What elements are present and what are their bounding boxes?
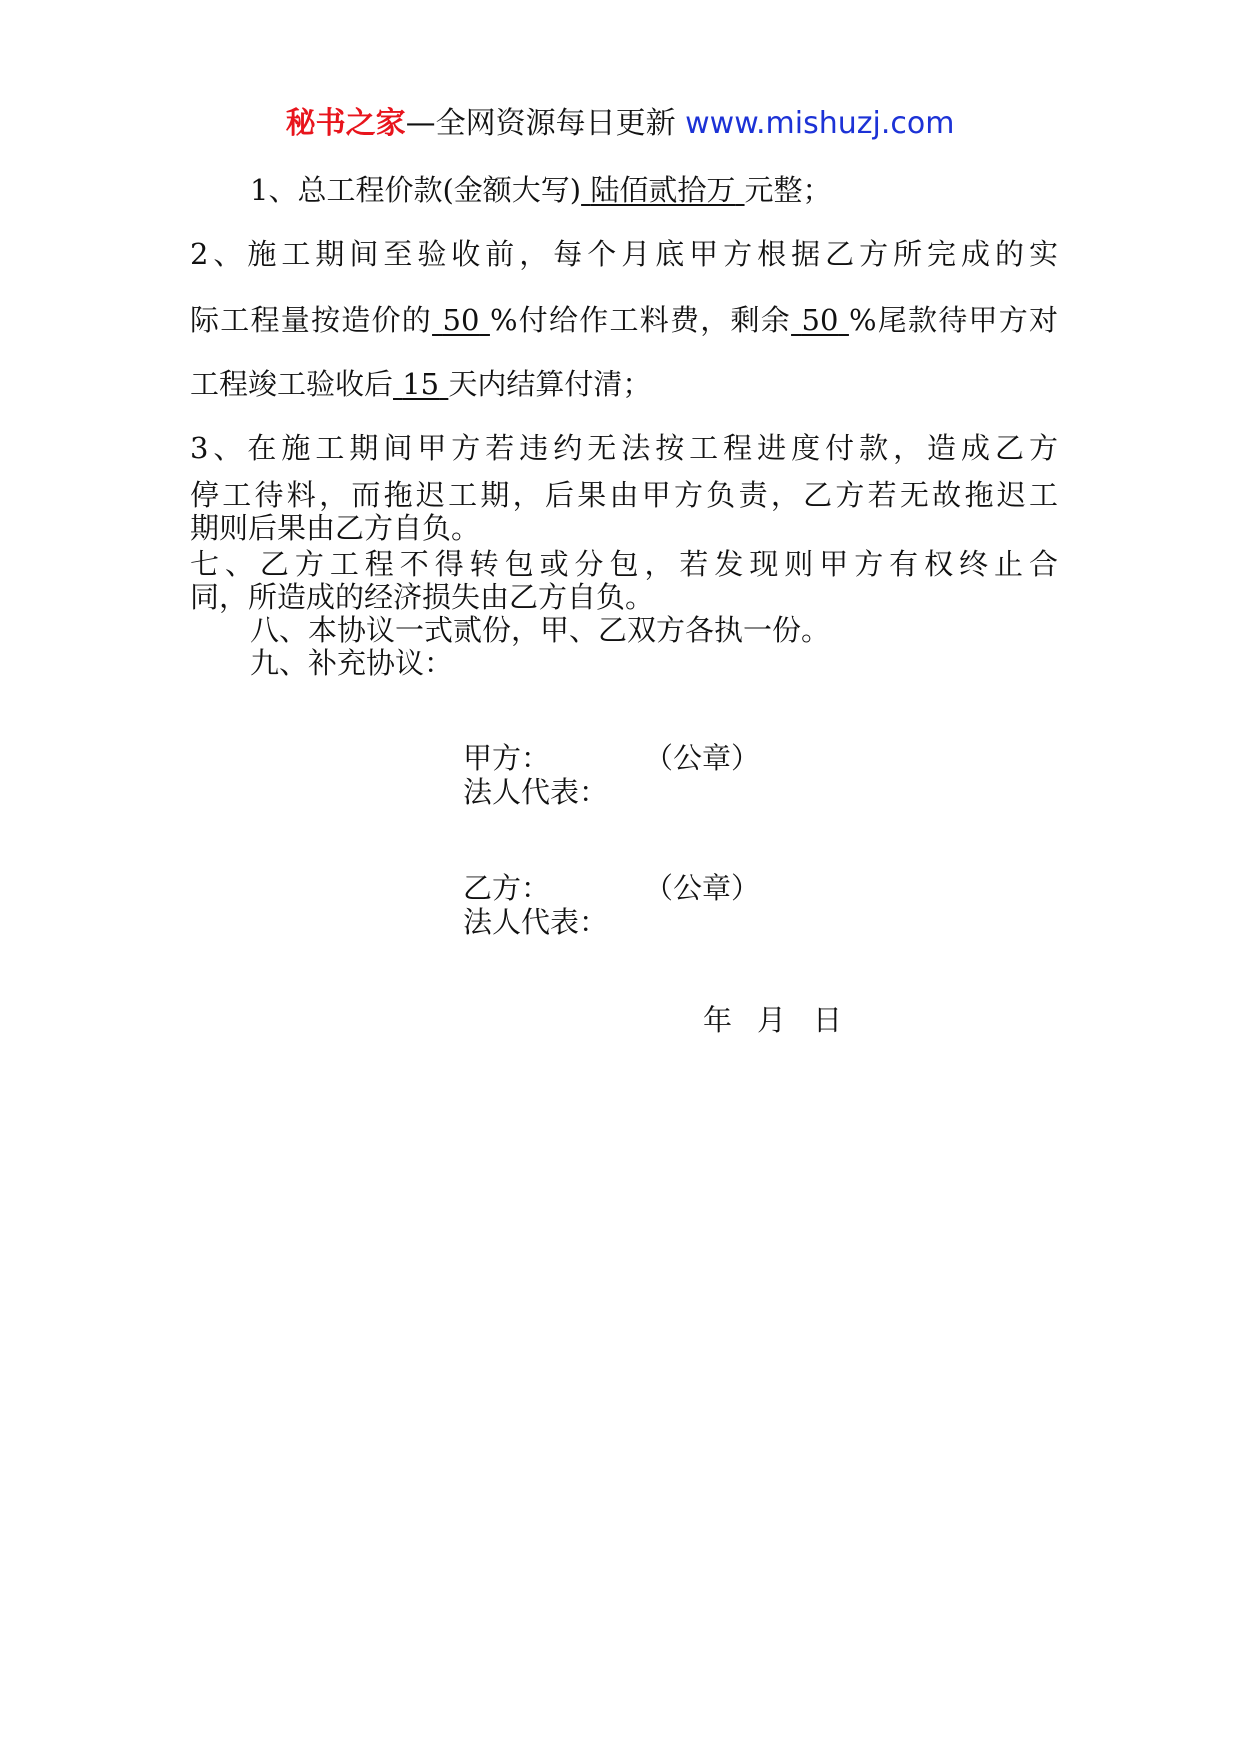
party-b-representative: 法人代表： [463,905,609,939]
clause-1 [250,170,832,210]
clause-2-line-2: 际工程量按造价的 50 %付给作工料费，剩余 50 %尾款待甲方对 [190,303,1059,337]
party-b-label: 乙方： [463,871,551,905]
clause-1-suffix: 元整； [744,173,832,207]
settlement-days: 15 [402,367,440,401]
party-a-seal: （公章） [644,741,761,775]
clause-3-line-3: 期则后果由乙方自负。 [190,511,481,545]
contract-amount: 陆佰贰拾万 [590,173,736,207]
clause-3-line-1: 3、在施工期间甲方若违约无法按工程进度付款，造成乙方 [190,431,1058,465]
date-month: 月 [757,1003,787,1037]
clause-7-line-1: 七、乙方工程不得转包或分包，若发现则甲方有权终止合 [190,547,1058,581]
brand-name: 秘书之家 [285,106,406,141]
party-b-seal: （公章） [644,871,761,905]
payment-percent: 50 [442,303,480,337]
clause-2-line-3: 工程竣工验收后 15 天内结算付清； [190,367,652,401]
site-url-link[interactable]: www.mishuzj.com [685,106,955,141]
date-year: 年 [703,1003,733,1037]
site-header [0,102,1240,146]
clause-7-line-2: 同，所造成的经济损失由乙方自负。 [190,580,655,614]
party-a-representative: 法人代表： [463,775,609,809]
clause-8: 八、本协议一式贰份，甲、乙双方各执一份。 [250,613,831,647]
date-day: 日 [813,1003,843,1037]
clause-9: 九、补充协议： [250,646,454,680]
balance-percent: 50 [801,303,839,337]
header-tagline: —全网资源每日更新 [405,106,676,141]
party-a-label: 甲方： [463,741,551,775]
clause-1-prefix: 1、总工程价款(金额大写) [250,173,582,207]
clause-3-line-2: 停工待料，而拖迟工期，后果由甲方负责，乙方若无故拖迟工 [190,478,1058,512]
clause-2-line-1: 2、施工期间至验收前，每个月底甲方根据乙方所完成的实 [190,237,1058,271]
